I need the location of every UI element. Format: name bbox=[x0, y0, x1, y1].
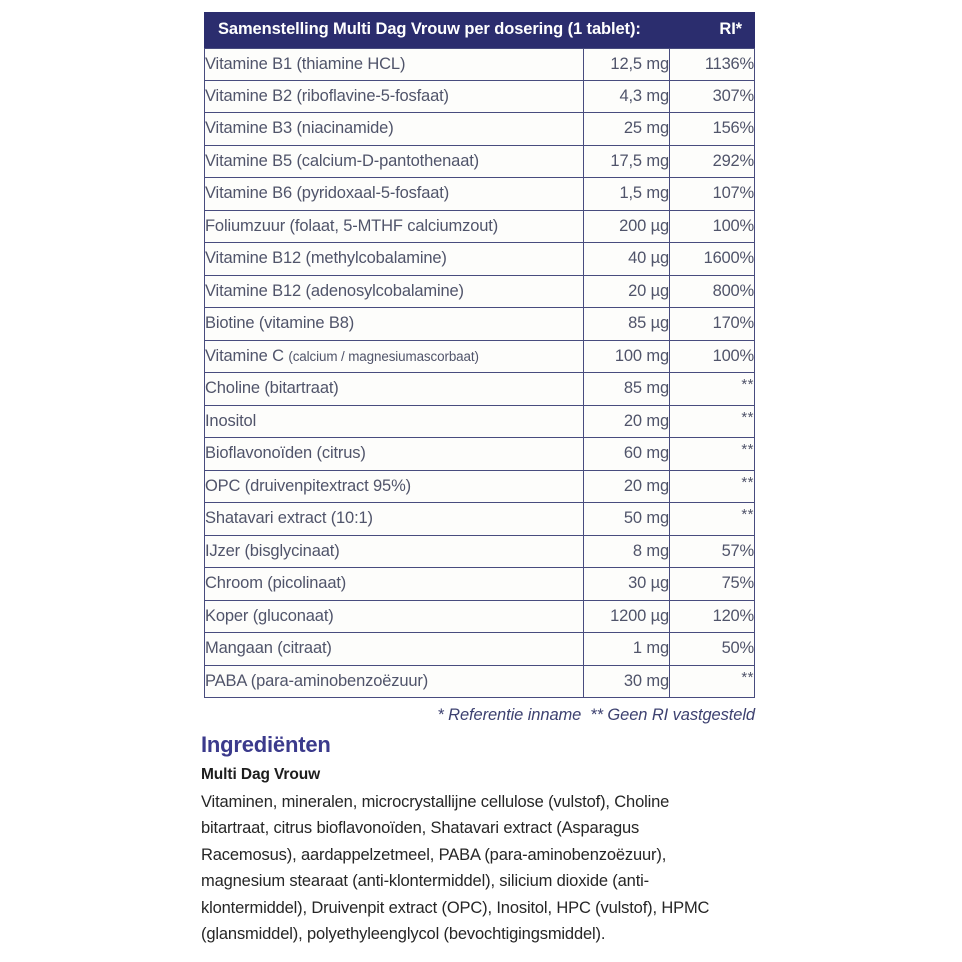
table-row bbox=[204, 438, 755, 471]
nutrient-amount: 1200 µg bbox=[584, 601, 670, 634]
table-header-ri: RI* bbox=[670, 12, 755, 48]
nutrient-amount: 50 mg bbox=[584, 503, 670, 536]
nutrient-ri-value: ** bbox=[670, 406, 755, 439]
table-row bbox=[204, 178, 755, 211]
nutrient-name: Mangaan (citraat) bbox=[204, 633, 584, 666]
nutrient-ri-value: 57% bbox=[670, 536, 755, 569]
nutrient-amount: 200 µg bbox=[584, 211, 670, 244]
nutrient-ri-value: ** bbox=[670, 373, 755, 406]
table-body bbox=[204, 48, 755, 698]
nutrient-amount: 20 µg bbox=[584, 276, 670, 309]
table-row bbox=[204, 406, 755, 439]
nutrient-name: Shatavari extract (10:1) bbox=[204, 503, 584, 536]
nutrient-name: Vitamine C (calcium / magnesiumascorbaat) bbox=[204, 341, 584, 374]
nutrient-name: OPC (druivenpitextract 95%) bbox=[204, 471, 584, 504]
table-row bbox=[204, 341, 755, 374]
table-footnote bbox=[204, 706, 755, 725]
nutrient-amount: 30 mg bbox=[584, 666, 670, 699]
table-row bbox=[204, 503, 755, 536]
nutrient-amount: 17,5 mg bbox=[584, 146, 670, 179]
nutrient-amount: 1,5 mg bbox=[584, 178, 670, 211]
table-row bbox=[204, 48, 755, 81]
table-row bbox=[204, 113, 755, 146]
nutrient-amount: 30 µg bbox=[584, 568, 670, 601]
table-header-row bbox=[204, 12, 755, 48]
nutrient-amount: 60 mg bbox=[584, 438, 670, 471]
footnote-reference-intake: * Referentie inname bbox=[437, 706, 582, 724]
nutrient-amount: 85 µg bbox=[584, 308, 670, 341]
nutrient-amount: 1 mg bbox=[584, 633, 670, 666]
nutrient-ri-value: 156% bbox=[670, 113, 755, 146]
table-row bbox=[204, 536, 755, 569]
ingredients-body-text: Vitaminen, mineralen, microcrystallijne cellulose (vulstof), Choline bitartraat, citrus bioflavonoïden, Shatavari extract (Asparagus Racemosus), aardappelzetmeel, PABA (para-aminobenzoëzuur), magnesium stearaat (anti-klontermiddel), silicium dioxide (anti-klontermiddel), Druivenpit extract (OPC), Inositol, HPC (vulstof), HPMC (glansmiddel), polyethyleenglycol (bevochtigingsmiddel). bbox=[201, 792, 710, 944]
nutrient-ri-value: ** bbox=[670, 666, 755, 699]
nutrient-amount: 85 mg bbox=[584, 373, 670, 406]
table-row bbox=[204, 81, 755, 114]
nutrient-name: Vitamine B1 (thiamine HCL) bbox=[204, 48, 584, 81]
nutrient-name: Bioflavonoïden (citrus) bbox=[204, 438, 584, 471]
nutrient-name: Vitamine B12 (methylcobalamine) bbox=[204, 243, 584, 276]
nutrient-ri-value: 292% bbox=[670, 146, 755, 179]
nutrient-name: Choline (bitartraat) bbox=[204, 373, 584, 406]
nutrient-amount: 20 mg bbox=[584, 471, 670, 504]
nutrient-ri-value: 50% bbox=[670, 633, 755, 666]
table-row bbox=[204, 308, 755, 341]
table-title: Samenstelling Multi Dag Vrouw per dosering (1 tablet): bbox=[204, 12, 670, 48]
ingredients-subtitle: Multi Dag Vrouw bbox=[201, 766, 321, 784]
table-row bbox=[204, 633, 755, 666]
nutrient-name: Vitamine B6 (pyridoxaal-5-fosfaat) bbox=[204, 178, 584, 211]
nutrient-name: Inositol bbox=[204, 406, 584, 439]
nutrient-name: Vitamine B5 (calcium-D-pantothenaat) bbox=[204, 146, 584, 179]
nutrient-name: Chroom (picolinaat) bbox=[204, 568, 584, 601]
nutrient-name: Foliumzuur (folaat, 5-MTHF calciumzout) bbox=[204, 211, 584, 244]
nutrient-amount: 20 mg bbox=[584, 406, 670, 439]
nutrient-ri-value: ** bbox=[670, 471, 755, 504]
nutrient-ri-value: 800% bbox=[670, 276, 755, 309]
nutrient-ri-value: 107% bbox=[670, 178, 755, 211]
nutrition-facts-table bbox=[204, 12, 755, 698]
nutrient-name: Vitamine B2 (riboflavine-5-fosfaat) bbox=[204, 81, 584, 114]
nutrient-ri-value: 120% bbox=[670, 601, 755, 634]
footnote-no-ri: ** Geen RI vastgesteld bbox=[590, 706, 755, 724]
nutrient-name: IJzer (bisglycinaat) bbox=[204, 536, 584, 569]
nutrient-amount: 100 mg bbox=[584, 341, 670, 374]
table-row bbox=[204, 243, 755, 276]
table-row bbox=[204, 666, 755, 699]
nutrient-name: PABA (para-aminobenzoëzuur) bbox=[204, 666, 584, 699]
table-row bbox=[204, 276, 755, 309]
nutrient-ri-value: 307% bbox=[670, 81, 755, 114]
nutrient-name: Biotine (vitamine B8) bbox=[204, 308, 584, 341]
nutrient-name: Vitamine B3 (niacinamide) bbox=[204, 113, 584, 146]
ingredients-heading: Ingrediënten bbox=[201, 732, 331, 757]
nutrient-ri-value: 100% bbox=[670, 341, 755, 374]
table-row bbox=[204, 601, 755, 634]
table-row bbox=[204, 568, 755, 601]
table-header bbox=[204, 12, 755, 48]
nutrient-name: Vitamine B12 (adenosylcobalamine) bbox=[204, 276, 584, 309]
table-row bbox=[204, 146, 755, 179]
nutrient-amount: 8 mg bbox=[584, 536, 670, 569]
nutrient-ri-value: 1136% bbox=[670, 48, 755, 81]
nutrient-amount: 25 mg bbox=[584, 113, 670, 146]
nutrient-amount: 12,5 mg bbox=[584, 48, 670, 81]
table-row bbox=[204, 373, 755, 406]
nutrient-name: Koper (gluconaat) bbox=[204, 601, 584, 634]
nutrient-ri-value: 170% bbox=[670, 308, 755, 341]
nutrient-amount: 4,3 mg bbox=[584, 81, 670, 114]
nutrient-ri-value: ** bbox=[670, 438, 755, 471]
nutrient-amount: 40 µg bbox=[584, 243, 670, 276]
ingredients-section bbox=[201, 732, 761, 948]
table-row bbox=[204, 211, 755, 244]
nutrient-ri-value: 75% bbox=[670, 568, 755, 601]
table-row bbox=[204, 471, 755, 504]
nutrient-ri-value: 100% bbox=[670, 211, 755, 244]
nutrient-ri-value: 1600% bbox=[670, 243, 755, 276]
nutrient-name-detail: (calcium / magnesiumascorbaat) bbox=[288, 348, 479, 364]
nutrient-ri-value: ** bbox=[670, 503, 755, 536]
